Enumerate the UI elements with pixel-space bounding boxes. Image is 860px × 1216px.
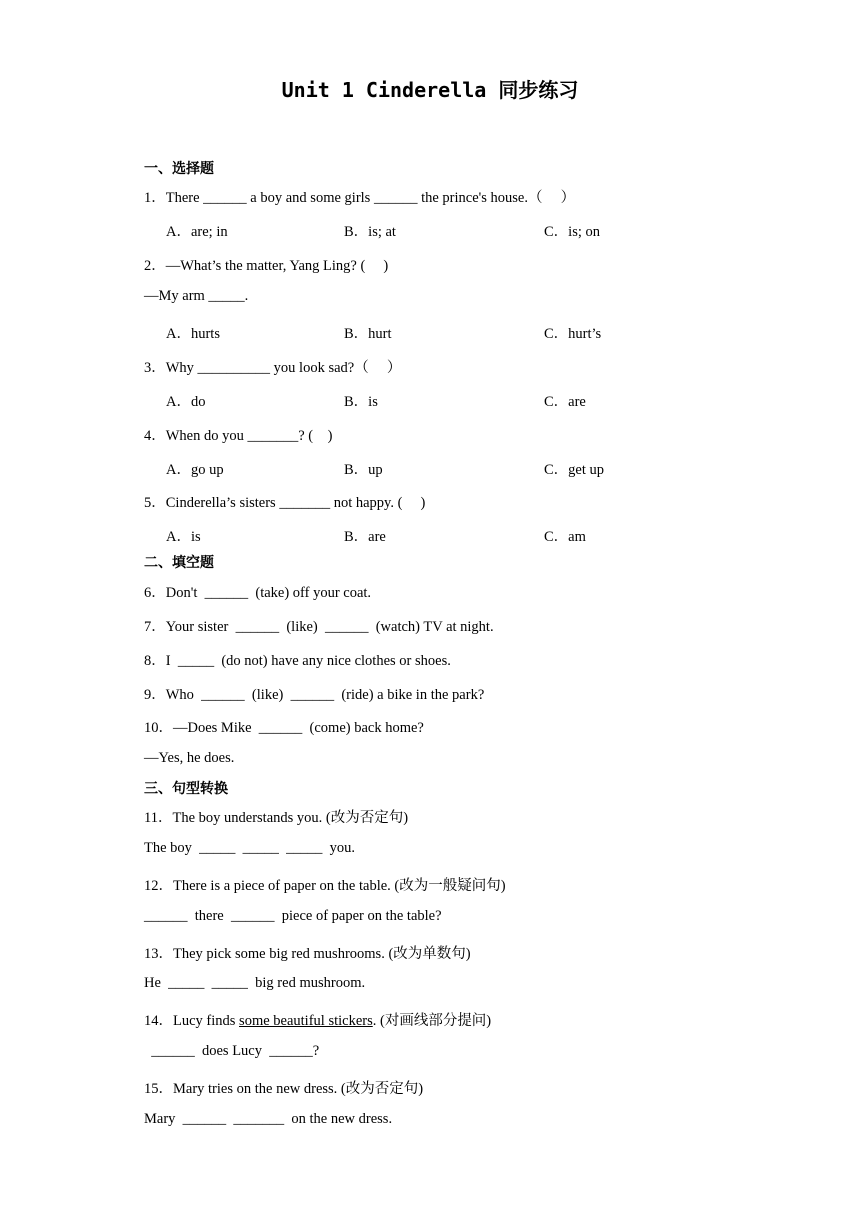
question-2-option-b: B．hurt xyxy=(344,326,392,342)
section-heading-choice: 一、选择题 xyxy=(144,161,214,177)
question-14-underlined-phrase: some beautiful stickers xyxy=(239,1013,373,1029)
question-12-line-2: ______ there ______ piece of paper on the table? xyxy=(144,908,442,924)
question-9: 9．Who ______ (like) ______ (ride) a bike in the park? xyxy=(144,687,485,703)
page-title: Unit 1 Cinderella 同步练习 xyxy=(281,78,579,102)
question-7: 7．Your sister ______ (like) ______ (watch) TV at night. xyxy=(144,619,494,635)
question-3-option-a: A．do xyxy=(166,394,206,410)
question-3-option-c: C．are xyxy=(544,394,586,410)
question-13-line-2: He _____ _____ big red mushroom. xyxy=(144,975,366,991)
question-4-stem: 4．When do you _______? ( ) xyxy=(144,428,333,444)
question-14-line-2: ______ does Lucy ______? xyxy=(144,1043,320,1059)
question-5-stem: 5．Cinderella’s sisters _______ not happy. ( ) xyxy=(144,495,426,511)
question-3-stem: 3．Why __________ you look sad?（ ） xyxy=(144,360,402,376)
question-2-option-c: C．hurt’s xyxy=(544,326,602,342)
question-8: 8．I _____ (do not) have any nice clothes or shoes. xyxy=(144,653,451,669)
question-15-line-1: 15．Mary tries on the new dress. (改为否定句) xyxy=(144,1081,424,1097)
question-5-option-c: C．am xyxy=(544,529,586,545)
question-4-option-b: B．up xyxy=(344,462,383,478)
question-14-prefix: 14．Lucy finds xyxy=(144,1013,240,1029)
question-5-option-a: A．is xyxy=(166,529,201,545)
section-heading-fill-blank: 二、填空题 xyxy=(144,555,214,571)
question-6: 6．Don't ______ (take) off your coat. xyxy=(144,585,372,601)
question-2-stem: 2．—What’s the matter, Yang Ling? ( ) xyxy=(144,258,389,274)
question-1-stem: 1．There ______ a boy and some girls ______ the prince's house.（ ） xyxy=(144,190,576,206)
question-13-line-1: 13．They pick some big red mushrooms. (改为单数句) xyxy=(144,946,471,962)
question-1-option-b: B．is; at xyxy=(344,224,396,240)
question-11-line-1: 11．The boy understands you. (改为否定句) xyxy=(144,810,409,826)
question-14-line-1 xyxy=(144,1009,491,1030)
section-heading-transform: 三、句型转换 xyxy=(144,781,228,797)
question-2-option-a: A．hurts xyxy=(166,326,220,342)
question-4-option-c: C．get up xyxy=(544,462,605,478)
question-10-line-2: —Yes, he does. xyxy=(144,750,235,766)
question-15-line-2: Mary ______ _______ on the new dress. xyxy=(144,1111,393,1127)
question-10-line-1: 10．—Does Mike ______ (come) back home? xyxy=(144,720,424,736)
question-12-line-1: 12．There is a piece of paper on the table. (改为一般疑问句) xyxy=(144,878,506,894)
question-1-option-c: C．is; on xyxy=(544,224,600,240)
question-5-option-b: B．are xyxy=(344,529,386,545)
question-14-suffix: . (对画线部分提问) xyxy=(372,1013,492,1029)
question-3-option-b: B．is xyxy=(344,394,378,410)
question-4-option-a: A．go up xyxy=(166,462,224,478)
question-2-line-2: —My arm _____. xyxy=(144,288,249,304)
question-1-option-a: A．are; in xyxy=(166,224,228,240)
question-11-line-2: The boy _____ _____ _____ you. xyxy=(144,840,356,856)
